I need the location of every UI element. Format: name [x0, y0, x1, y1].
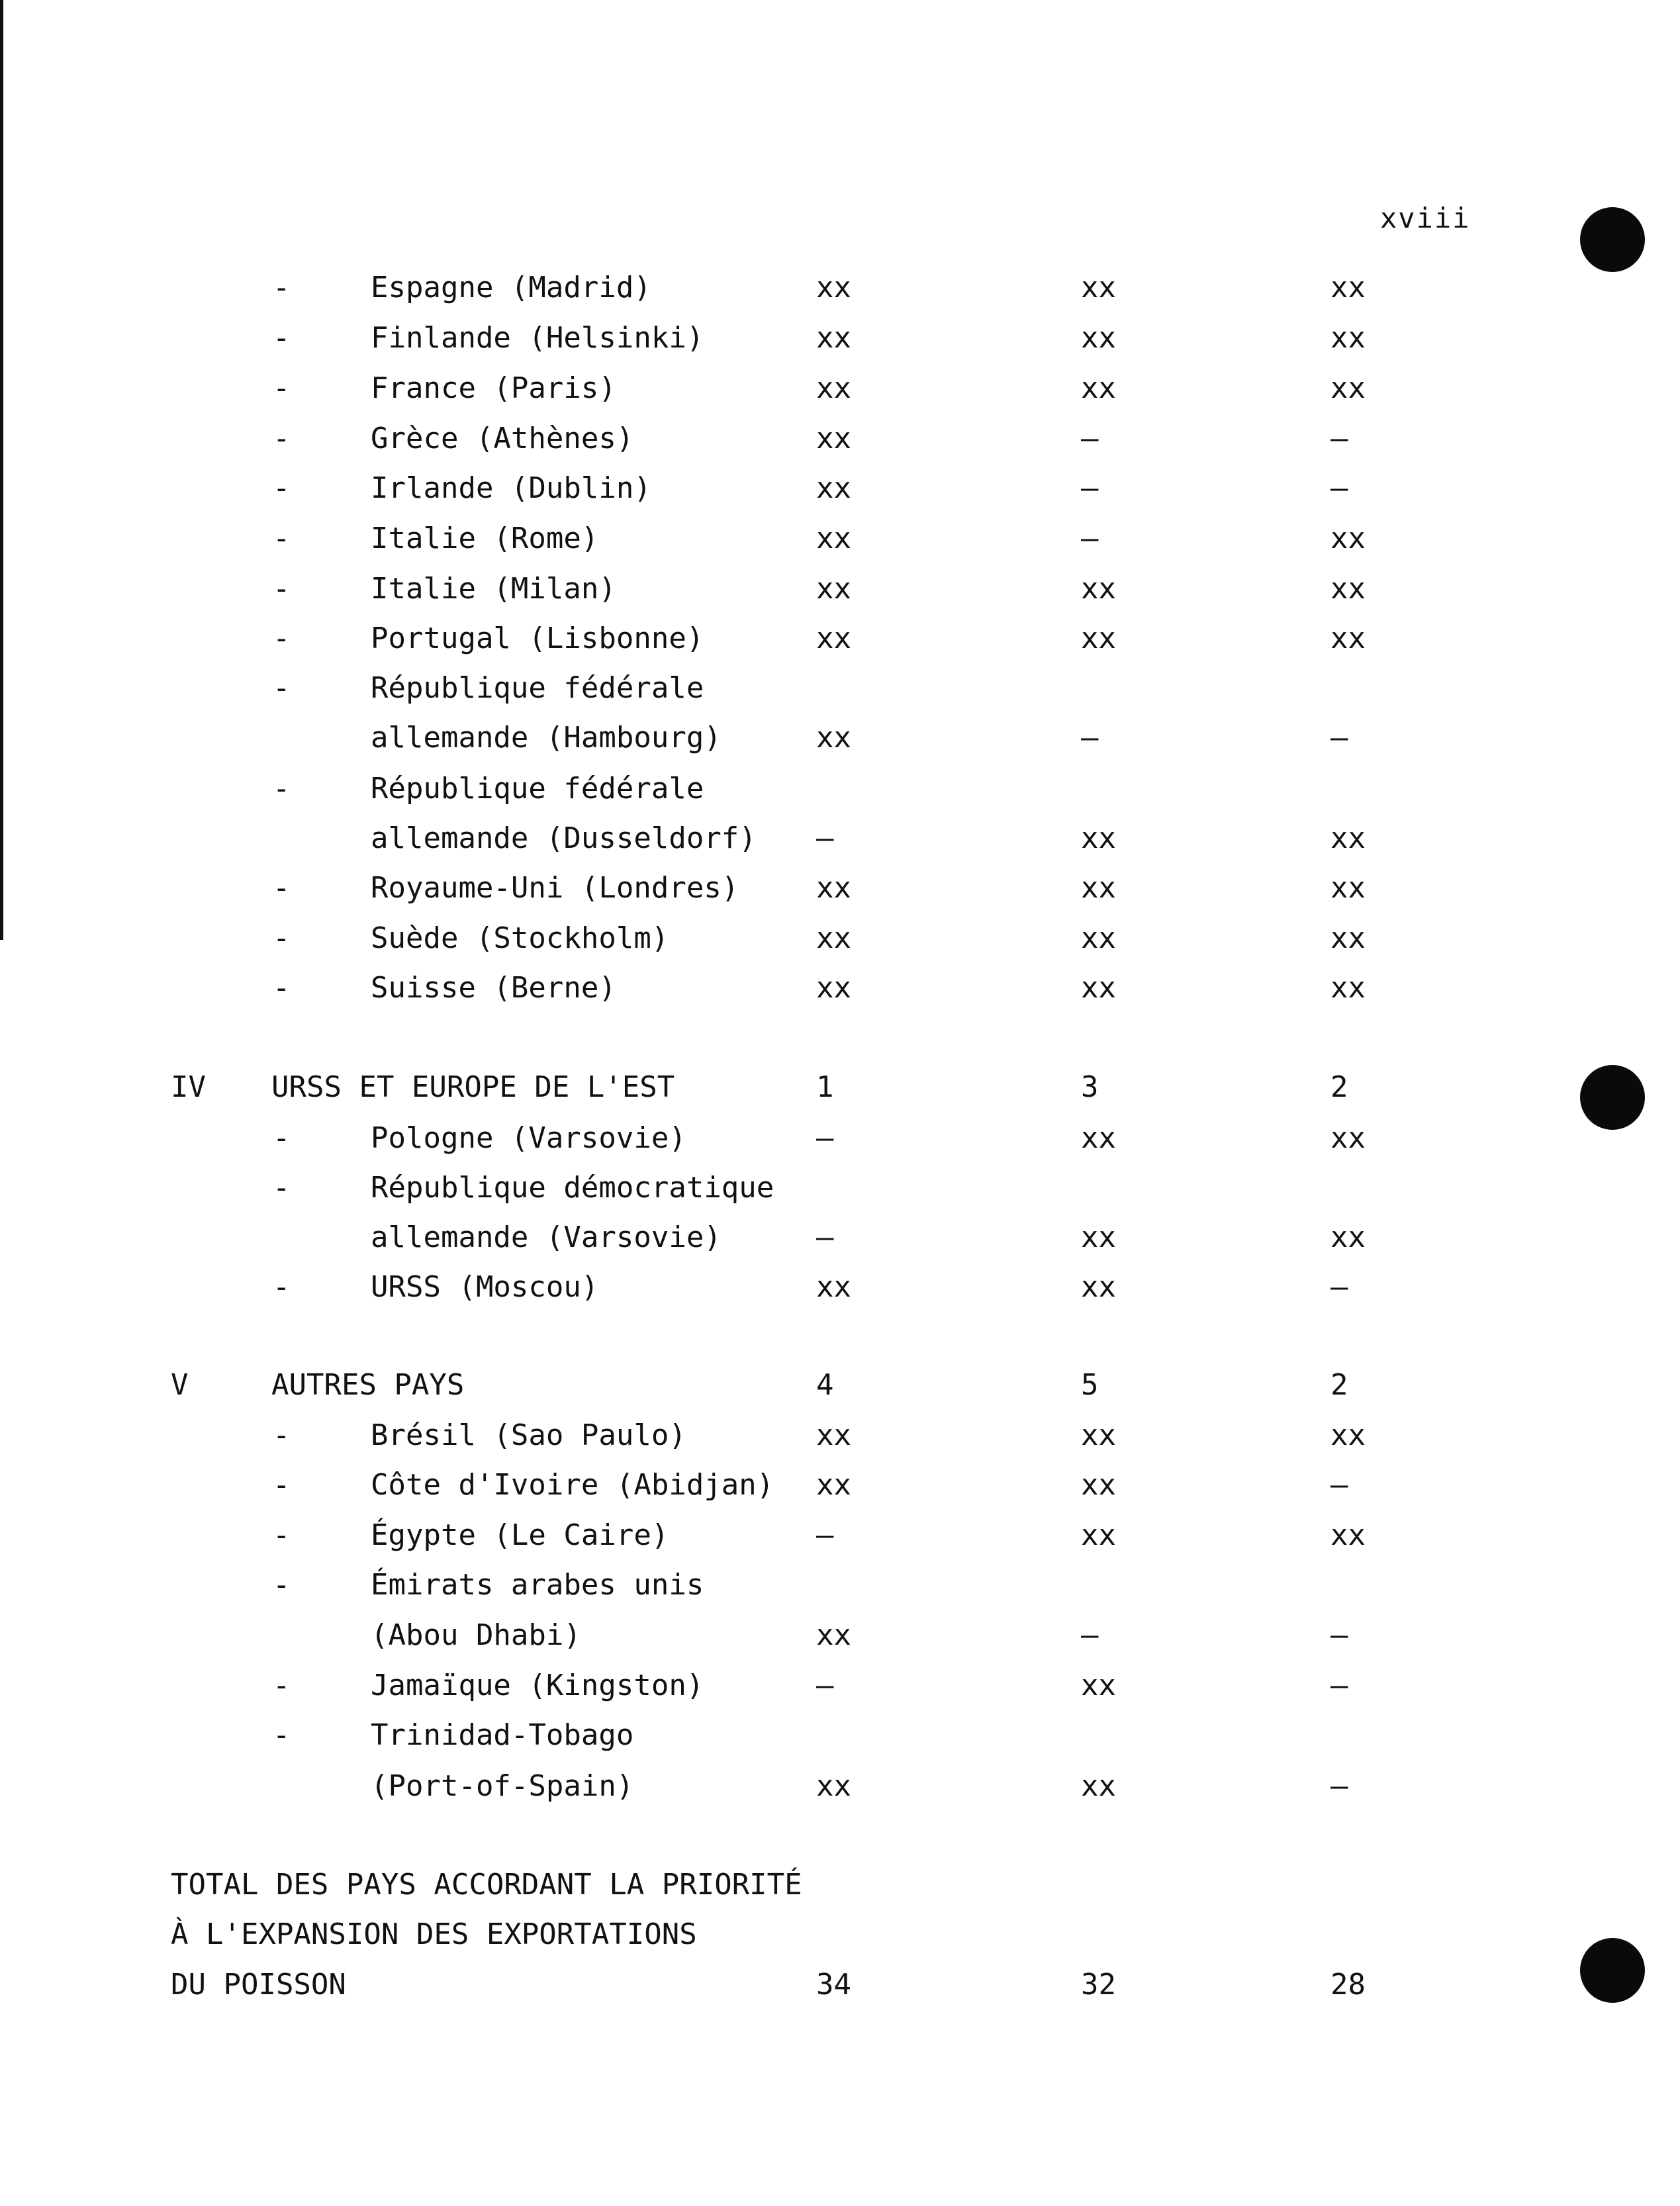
section-row — [0, 1068, 1680, 1107]
column-2-value: — — [1081, 422, 1099, 455]
column-2-value: xx — [1081, 1769, 1116, 1803]
column-2-value: xx — [1081, 821, 1116, 855]
column-1-value: — — [816, 1121, 834, 1155]
table-row — [0, 668, 1680, 708]
column-1-value: xx — [816, 721, 851, 755]
list-dash: - — [273, 1171, 291, 1205]
country-city-label: allemande (Hambourg) — [371, 721, 722, 755]
column-1-value: xx — [816, 1418, 851, 1452]
list-dash: - — [273, 1468, 291, 1502]
total-label: TOTAL DES PAYS ACCORDANT LA PRIORITÉ — [171, 1868, 802, 1902]
country-city-label: Émirats arabes unis — [371, 1568, 704, 1602]
column-3-value: xx — [1330, 1518, 1366, 1552]
column-1-value: 1 — [816, 1070, 834, 1104]
column-1-value: — — [816, 821, 834, 855]
list-dash: - — [273, 971, 291, 1005]
country-city-label: Suisse (Berne) — [371, 971, 616, 1005]
column-1-value: xx — [816, 1769, 851, 1803]
column-3-value: xx — [1330, 522, 1366, 555]
table-row — [0, 1616, 1680, 1655]
country-city-label: Portugal (Lisbonne) — [371, 621, 704, 655]
table-row — [0, 569, 1680, 609]
country-city-label: Égypte (Le Caire) — [371, 1518, 669, 1552]
column-2-value: xx — [1081, 321, 1116, 355]
table-row — [0, 1267, 1680, 1307]
table-row — [0, 819, 1680, 858]
column-3-value: — — [1330, 471, 1348, 505]
column-2-value: — — [1081, 721, 1099, 755]
column-1-value: — — [816, 1220, 834, 1254]
section-heading: AUTRES PAYS — [271, 1368, 465, 1402]
country-city-label: République démocratique — [371, 1171, 774, 1205]
column-2-value: xx — [1081, 621, 1116, 655]
total-column-1: 34 — [816, 1968, 851, 2001]
column-3-value: xx — [1330, 271, 1366, 304]
table-row — [0, 369, 1680, 408]
column-1-value: xx — [816, 321, 851, 355]
country-city-label: Côte d'Ivoire (Abidjan) — [371, 1468, 774, 1502]
column-3-value: xx — [1330, 321, 1366, 355]
table-row — [0, 469, 1680, 508]
total-row — [0, 1915, 1680, 1954]
column-3-value: xx — [1330, 371, 1366, 405]
list-dash: - — [273, 1418, 291, 1452]
country-city-label: allemande (Varsovie) — [371, 1220, 722, 1254]
page-number: xviii — [1380, 202, 1471, 234]
country-city-label: (Port-of-Spain) — [371, 1769, 634, 1803]
column-1-value: — — [816, 1669, 834, 1702]
column-2-value: xx — [1081, 1669, 1116, 1702]
total-label: À L'EXPANSION DES EXPORTATIONS — [171, 1917, 697, 1951]
column-3-value: xx — [1330, 1121, 1366, 1155]
total-label: DU POISSON — [171, 1968, 346, 2001]
column-1-value: xx — [816, 422, 851, 455]
total-row — [0, 1965, 1680, 2005]
list-dash: - — [273, 772, 291, 805]
column-1-value: xx — [816, 1618, 851, 1652]
column-3-value: — — [1330, 1769, 1348, 1803]
column-2-value: 5 — [1081, 1368, 1099, 1402]
column-3-value: 2 — [1330, 1070, 1348, 1104]
table-row — [0, 1565, 1680, 1605]
table-row — [0, 619, 1680, 659]
column-2-value: xx — [1081, 572, 1116, 606]
list-dash: - — [273, 671, 291, 705]
column-2-value: xx — [1081, 1270, 1116, 1304]
section-number: IV — [171, 1070, 206, 1104]
table-row — [0, 1119, 1680, 1158]
list-dash: - — [273, 921, 291, 955]
list-dash: - — [273, 471, 291, 505]
column-3-value: xx — [1330, 1220, 1366, 1254]
column-1-value: xx — [816, 921, 851, 955]
column-3-value: xx — [1330, 921, 1366, 955]
column-2-value: xx — [1081, 1418, 1116, 1452]
column-2-value: 3 — [1081, 1070, 1099, 1104]
country-city-label: Royaume-Uni (Londres) — [371, 871, 739, 905]
table-row — [0, 919, 1680, 958]
column-2-value: xx — [1081, 871, 1116, 905]
country-city-label: Irlande (Dublin) — [371, 471, 651, 505]
section-row — [0, 1365, 1680, 1405]
country-city-label: Pologne (Varsovie) — [371, 1121, 686, 1155]
list-dash: - — [273, 1568, 291, 1602]
column-3-value: xx — [1330, 821, 1366, 855]
table-row — [0, 1767, 1680, 1806]
country-city-label: Jamaïque (Kingston) — [371, 1669, 704, 1702]
table-row — [0, 268, 1680, 308]
list-dash: - — [273, 572, 291, 606]
column-1-value: xx — [816, 1270, 851, 1304]
country-city-label: Brésil (Sao Paulo) — [371, 1418, 686, 1452]
table-row — [0, 868, 1680, 908]
table-row — [0, 1416, 1680, 1455]
country-city-label: Suède (Stockholm) — [371, 921, 669, 955]
table-row — [0, 519, 1680, 559]
country-city-label: Finlande (Helsinki) — [371, 321, 704, 355]
list-dash: - — [273, 522, 291, 555]
column-1-value: xx — [816, 871, 851, 905]
table-row — [0, 1168, 1680, 1208]
list-dash: - — [273, 321, 291, 355]
column-3-value: — — [1330, 422, 1348, 455]
list-dash: - — [273, 1121, 291, 1155]
column-1-value: 4 — [816, 1368, 834, 1402]
column-3-value: — — [1330, 1270, 1348, 1304]
column-3-value: xx — [1330, 971, 1366, 1005]
country-city-label: Grèce (Athènes) — [371, 422, 634, 455]
column-3-value: — — [1330, 721, 1348, 755]
country-city-label: Italie (Milan) — [371, 572, 616, 606]
column-2-value: xx — [1081, 1220, 1116, 1254]
column-2-value: xx — [1081, 371, 1116, 405]
column-3-value: xx — [1330, 871, 1366, 905]
list-dash: - — [273, 1718, 291, 1752]
table-row — [0, 1716, 1680, 1755]
column-2-value: xx — [1081, 921, 1116, 955]
column-3-value: — — [1330, 1468, 1348, 1502]
country-city-label: République fédérale — [371, 772, 704, 805]
table-row — [0, 718, 1680, 758]
column-2-value: — — [1081, 471, 1099, 505]
section-heading: URSS ET EUROPE DE L'EST — [271, 1070, 675, 1104]
column-2-value: — — [1081, 522, 1099, 555]
country-city-label: Italie (Rome) — [371, 522, 599, 555]
list-dash: - — [273, 271, 291, 304]
country-city-label: allemande (Dusseldorf) — [371, 821, 757, 855]
country-city-label: Espagne (Madrid) — [371, 271, 651, 304]
list-dash: - — [273, 422, 291, 455]
column-2-value: xx — [1081, 971, 1116, 1005]
column-3-value: xx — [1330, 621, 1366, 655]
column-1-value: xx — [816, 271, 851, 304]
table-row — [0, 968, 1680, 1008]
list-dash: - — [273, 621, 291, 655]
total-column-2: 32 — [1081, 1968, 1116, 2001]
country-city-label: URSS (Moscou) — [371, 1270, 599, 1304]
list-dash: - — [273, 1669, 291, 1702]
column-1-value: xx — [816, 371, 851, 405]
column-3-value: xx — [1330, 572, 1366, 606]
list-dash: - — [273, 371, 291, 405]
table-row — [0, 1666, 1680, 1706]
column-1-value: xx — [816, 522, 851, 555]
list-dash: - — [273, 871, 291, 905]
table-row — [0, 1516, 1680, 1555]
column-3-value: — — [1330, 1669, 1348, 1702]
column-1-value: xx — [816, 621, 851, 655]
list-dash: - — [273, 1518, 291, 1552]
column-3-value: — — [1330, 1618, 1348, 1652]
country-city-label: France (Paris) — [371, 371, 616, 405]
column-3-value: 2 — [1330, 1368, 1348, 1402]
section-number: V — [171, 1368, 189, 1402]
table-row — [0, 1465, 1680, 1505]
column-1-value: xx — [816, 471, 851, 505]
table-row — [0, 1218, 1680, 1258]
column-2-value: xx — [1081, 1468, 1116, 1502]
column-1-value: xx — [816, 1468, 851, 1502]
column-1-value: xx — [816, 971, 851, 1005]
column-2-value: — — [1081, 1618, 1099, 1652]
total-row — [0, 1865, 1680, 1905]
column-3-value: xx — [1330, 1418, 1366, 1452]
table-row — [0, 769, 1680, 809]
table-row — [0, 318, 1680, 358]
country-city-label: Trinidad-Tobago — [371, 1718, 634, 1752]
table-row — [0, 419, 1680, 459]
column-1-value: xx — [816, 572, 851, 606]
country-city-label: République fédérale — [371, 671, 704, 705]
column-1-value: — — [816, 1518, 834, 1552]
column-2-value: xx — [1081, 1518, 1116, 1552]
country-city-label: (Abou Dhabi) — [371, 1618, 581, 1652]
list-dash: - — [273, 1270, 291, 1304]
column-2-value: xx — [1081, 271, 1116, 304]
column-2-value: xx — [1081, 1121, 1116, 1155]
total-column-3: 28 — [1330, 1968, 1366, 2001]
